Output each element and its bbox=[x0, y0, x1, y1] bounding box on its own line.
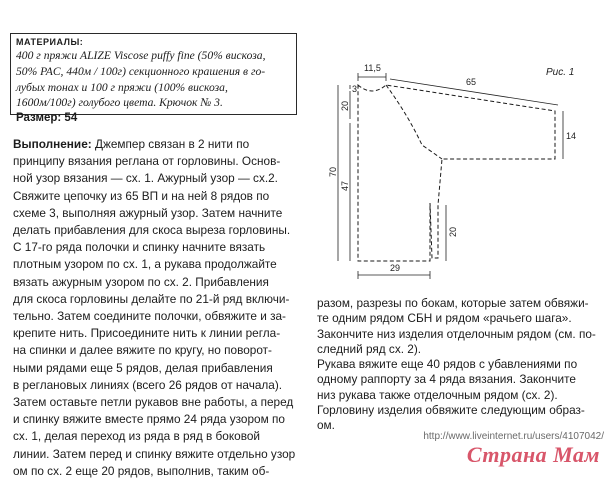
materials-line: 400 г пряжи ALIZE Viscose puffy fine (50% вискоза, bbox=[16, 49, 266, 62]
instructions-left-column bbox=[13, 136, 299, 480]
figure-label: Рис. 1 bbox=[546, 67, 575, 78]
instructions-line: Горловину изделия обвяжите следующим образ- bbox=[317, 403, 585, 418]
total-length-label: 70 bbox=[328, 166, 338, 177]
instructions-line: принципу вязания реглана от горловины. Основ- bbox=[13, 154, 281, 169]
neck-width-label: 11,5 bbox=[364, 63, 381, 73]
instructions-line: Затем оставьте петли рукавов вне работы, а перед bbox=[13, 395, 294, 410]
instructions-line: Закончите низ изделия отделочным рядом (см. по- bbox=[317, 326, 596, 341]
instructions-line: те одним рядом СБН и рядом «рачьего шага». bbox=[317, 311, 572, 326]
instructions-text: Джемпер связан в 2 нити по bbox=[91, 137, 250, 151]
neck-depth-label: 3 bbox=[352, 84, 358, 94]
instructions-line: сх. 1, делая переход из ряда в ряд в боковой bbox=[13, 429, 261, 444]
instructions-line: крепите нить. Присоедините нить к линии регла- bbox=[13, 326, 281, 341]
instructions-line: тельно. Затем соедините полочки, обвяжите и за- bbox=[13, 309, 286, 324]
materials-line: лубых тонах и 100 г пряжи (100% вискоза, bbox=[16, 80, 228, 94]
slit-height-label: 20 bbox=[448, 226, 458, 237]
instructions-line: схеме 3, выполняя ажурный узор. Затем начните bbox=[13, 205, 283, 220]
instructions-line: линии. Затем перед и спинку вяжите отдельно узор bbox=[13, 446, 296, 461]
watermark-url: http://www.liveinternet.ru/users/4107042/ bbox=[423, 431, 604, 442]
instructions-line: ом по сх. 2 еще 20 рядов, выполнив, таким об- bbox=[13, 463, 270, 478]
instructions-line: низ рукава также отделочным рядом (сх. 2). bbox=[317, 387, 558, 402]
instructions-line: на спинки и далее вяжите по кругу, но поворот- bbox=[13, 343, 272, 358]
instructions-line: С 17-го ряда полочки и спинку начните вязать bbox=[13, 240, 266, 255]
materials-heading: МАТЕРИАЛЫ: bbox=[16, 37, 84, 47]
materials-line: 1600м/100г) голубого цвета. Крючок № 3. bbox=[16, 96, 223, 110]
yoke-height-label: 20 bbox=[340, 100, 350, 111]
instructions-line: одному раппорту за 4 ряда вязания. Закончите bbox=[317, 372, 576, 387]
instructions-line: в реглановых линиях (всего 26 рядов от начала). bbox=[13, 377, 283, 392]
instructions-line: плотным узором по сх. 1, а рукава продолжайте bbox=[13, 257, 277, 272]
size-label: Размер: 54 bbox=[16, 112, 78, 125]
materials-line: 50% PAC, 440м / 100г) секционного крашения в го- bbox=[16, 64, 266, 78]
instructions-line: Свяжите цепочку из 65 ВП и на ней 8 рядов по bbox=[13, 188, 270, 203]
sleeve-length-label: 65 bbox=[466, 77, 477, 87]
instructions-line: ными рядами еще 5 рядов, делая прибавления bbox=[13, 360, 273, 375]
instructions-line: делать прибавления для скоса выреза горловины. bbox=[13, 223, 291, 238]
raglan-line bbox=[386, 85, 442, 159]
instructions-line: вязать ажурным узором по сх. 2. Прибавления bbox=[13, 274, 269, 289]
instructions-title: Выполнение: bbox=[13, 137, 92, 151]
materials-box bbox=[10, 33, 297, 125]
instructions-line: разом, разрезы по бокам, которые затем обвяжи- bbox=[317, 296, 589, 310]
instructions-line: ом. bbox=[317, 418, 335, 433]
body-length-label: 47 bbox=[340, 180, 350, 191]
instructions-line: для скоса горловины делайте по 21-й ряд включи- bbox=[13, 291, 290, 306]
brand-logo: Страна Мам bbox=[466, 442, 600, 467]
instructions-line: и спинку вяжите вместе прямо 24 ряда узором по bbox=[13, 412, 285, 427]
pattern-diagram bbox=[300, 55, 610, 295]
instructions-line: Рукава вяжите еще 40 рядов с убавлениями по bbox=[317, 357, 578, 372]
cuff-width-label: 14 bbox=[566, 131, 577, 141]
half-width-label: 29 bbox=[390, 263, 401, 273]
instructions-right-column bbox=[317, 296, 599, 434]
instructions-line: следний ряд сх. 2). bbox=[317, 341, 422, 356]
instructions-line: ной узор вязания — сх. 1. Ажурный узор — сх.2. bbox=[13, 171, 278, 186]
instructions-first-line bbox=[13, 136, 299, 153]
